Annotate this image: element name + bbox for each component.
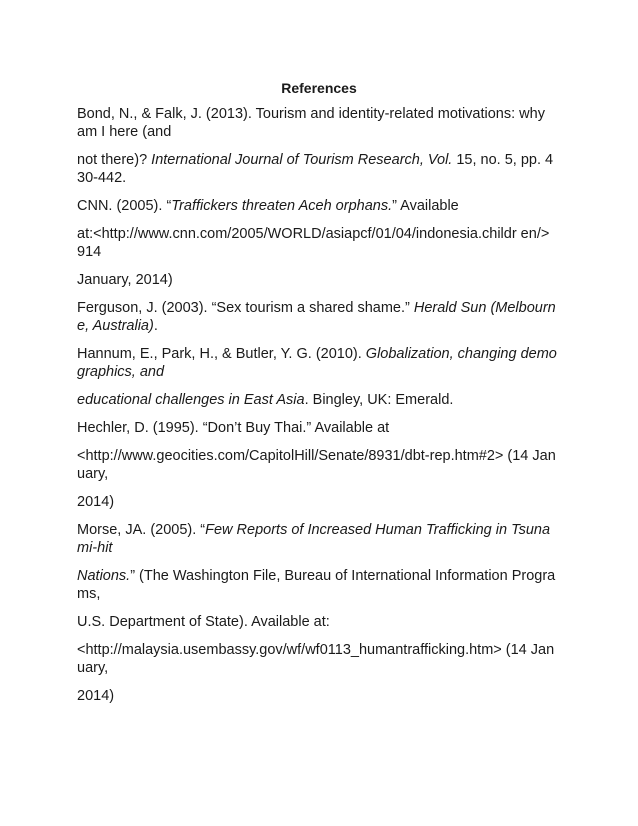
text-segment: <http://malaysia.usembassy.gov/wf/wf0113_humantrafficking.htm> (14 January, — [77, 642, 555, 676]
text-segment: U.S. Department of State). Available at: — [77, 614, 330, 630]
text-segment: at:<http://www.cnn.com/2005/WORLD/asiapcf/01/04/indonesia.childr en/> 914 — [77, 226, 550, 260]
reference-line — [77, 493, 557, 511]
italic-text: educational challenges in East Asia — [77, 392, 305, 408]
italic-text: Few Reports of Increased Human Trafficking in Tsunami-hit — [77, 522, 551, 556]
references-heading: References — [281, 80, 357, 96]
text-segment: Morse, JA. (2005). “ — [77, 522, 206, 538]
text-segment: not there)? — [77, 152, 152, 168]
reference-line — [77, 391, 557, 409]
reference-line — [77, 613, 557, 631]
reference-line — [77, 521, 557, 557]
reference-line — [77, 299, 557, 335]
text-segment: . Bingley, UK: Emerald. — [304, 392, 454, 408]
reference-line — [77, 151, 557, 187]
reference-line — [77, 567, 557, 603]
text-segment: Bond, N., & Falk, J. (2013). Tourism and identity-related motivations: why am I here (and — [77, 106, 545, 140]
text-segment: . — [153, 318, 158, 334]
reference-line — [77, 225, 557, 261]
reference-line — [77, 447, 557, 483]
reference-line — [77, 271, 557, 289]
text-segment: Hannum, E., Park, H., & Butler, Y. G. (2010). — [77, 346, 366, 362]
text-segment: Ferguson, J. (2003). “Sex tourism a shared shame.” — [77, 300, 414, 316]
text-segment: 15, no. 5, pp. 430-442. — [77, 152, 554, 186]
italic-text: International Journal of Tourism Research, Vol. — [151, 152, 453, 168]
text-segment: 2014) — [77, 494, 115, 510]
text-segment: CNN. (2005). “ — [77, 198, 172, 214]
text-segment: <http://www.geocities.com/CapitolHill/Senate/8931/dbt-rep.htm#2> (14 January, — [77, 448, 556, 482]
reference-line — [77, 641, 557, 677]
text-segment: ” Available — [392, 198, 459, 214]
text-segment: 2014) — [77, 688, 115, 704]
reference-line — [77, 345, 557, 381]
text-segment: Hechler, D. (1995). “Don’t Buy Thai.” Available at — [77, 420, 390, 436]
italic-text: Herald Sun (Melbourne, Australia) — [77, 300, 556, 334]
italic-text: Globalization, changing demographics, and — [77, 346, 557, 380]
text-segment: January, 2014) — [77, 272, 173, 288]
reference-line — [77, 687, 557, 705]
text-segment: ” (The Washington File, Bureau of International Information Programs, — [77, 568, 556, 602]
italic-text: Nations. — [77, 568, 131, 584]
reference-line — [77, 419, 557, 437]
reference-line — [77, 105, 557, 141]
reference-line — [77, 197, 557, 215]
reference-list — [77, 105, 557, 715]
italic-text: Traffickers threaten Aceh orphans. — [171, 198, 393, 214]
